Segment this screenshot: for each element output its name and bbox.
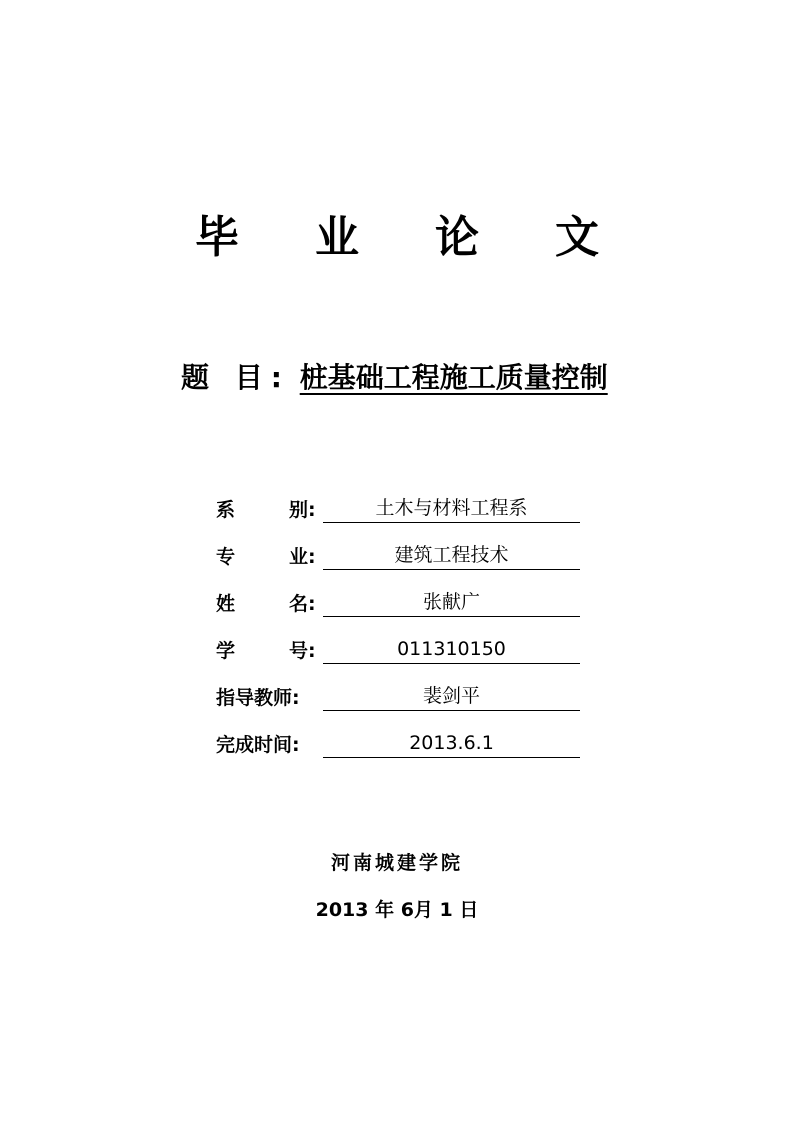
label-colon: : (292, 734, 300, 756)
info-row-name (216, 570, 580, 617)
main-title-char: 论 (435, 212, 479, 263)
label-char: 别 (288, 499, 308, 521)
label-char: 专 (216, 546, 236, 568)
label-char: 号 (288, 640, 308, 662)
label-colon: : (308, 640, 316, 662)
info-row-department (216, 476, 580, 523)
label-char: 业 (288, 546, 308, 568)
student-name-value: 张献广 (323, 589, 580, 617)
label-text: 指导教师 (216, 687, 293, 709)
info-row-major (216, 523, 580, 570)
label-text: 完成时间 (216, 734, 293, 756)
major-value: 建筑工程技术 (323, 542, 580, 570)
main-title-char: 毕 (195, 212, 239, 263)
cover-date: 2013 年 6月 1 日 (315, 899, 479, 921)
topic-label: 题 目: (181, 361, 290, 394)
info-table (216, 476, 580, 758)
school-name: 河南城建学院 (330, 852, 463, 874)
topic-value: 桩基础工程施工质量控制 (299, 361, 608, 394)
label-colon: : (308, 593, 316, 615)
info-label (216, 732, 323, 758)
label-colon: : (292, 687, 300, 709)
info-label (216, 544, 323, 570)
label-colon: : (308, 546, 316, 568)
info-label (216, 638, 323, 664)
main-title-char: 文 (555, 212, 599, 263)
main-title (0, 208, 794, 268)
info-row-completion-date (216, 711, 580, 758)
info-row-student-id (216, 617, 580, 664)
student-id-value: 011310150 (323, 636, 580, 664)
info-row-advisor (216, 664, 580, 711)
topic-line (181, 358, 608, 398)
main-title-char: 业 (315, 212, 359, 263)
label-char: 姓 (216, 593, 236, 615)
label-char: 名 (288, 593, 308, 615)
advisor-value: 裴剑平 (323, 683, 580, 711)
info-label (216, 685, 323, 711)
department-value: 土木与材料工程系 (323, 495, 580, 523)
label-colon: : (308, 499, 316, 521)
label-char: 系 (216, 499, 236, 521)
info-label (216, 591, 323, 617)
completion-date-value: 2013.6.1 (323, 730, 580, 758)
label-char: 学 (216, 640, 236, 662)
info-label (216, 497, 323, 523)
